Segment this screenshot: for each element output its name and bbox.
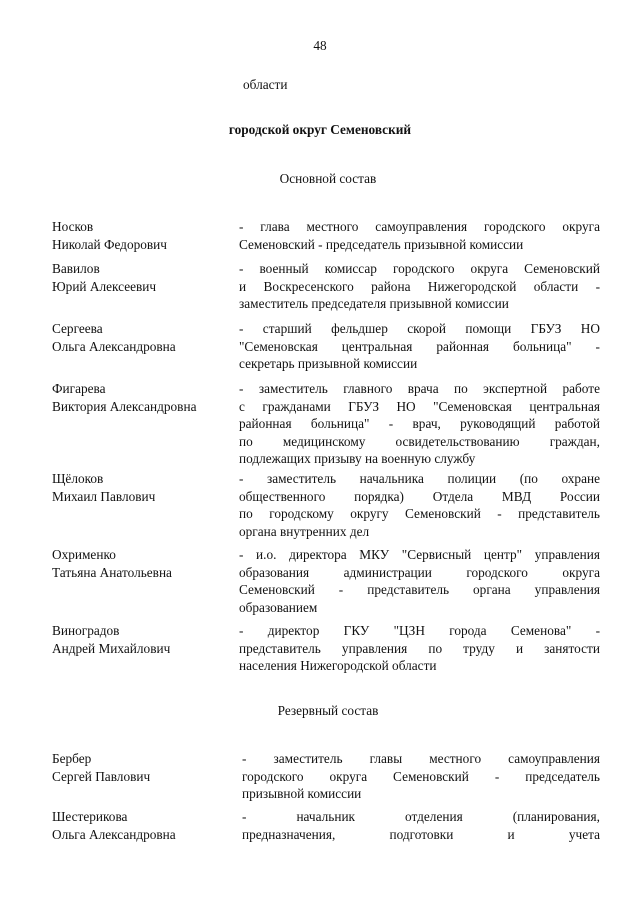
role-line: секретарь призывной комиссии	[239, 356, 418, 372]
member-given-names: Сергей Павлович	[52, 768, 151, 784]
role-line: - заместитель главного врача по экспертной работе	[239, 381, 600, 396]
member-given-names: Николай Федорович	[52, 236, 167, 252]
role-line: органа внутренних дел	[239, 523, 370, 539]
member-surname: Щёлоков	[52, 471, 104, 486]
member-role	[239, 218, 600, 253]
role-line: заместитель председателя призывной комиссии	[239, 296, 509, 312]
role-line: призывной комиссии	[242, 786, 362, 802]
member-role	[239, 470, 600, 540]
role-line: - начальник отделения (планирования,	[242, 809, 600, 824]
role-line: образования администрации городского округа	[239, 564, 600, 580]
member-role	[239, 622, 600, 675]
member-surname: Шестерикова	[52, 809, 128, 824]
member-role	[242, 808, 600, 843]
member-given-names: Ольга Александровна	[52, 826, 176, 842]
member-name	[52, 260, 232, 295]
member-name	[52, 320, 232, 355]
role-line: с гражданами ГБУЗ НО "Семеновская центральная	[239, 398, 600, 414]
role-line: и Воскресенского района Нижегородской области -	[239, 278, 600, 294]
role-line: - заместитель начальника полиции (по охране	[239, 471, 600, 486]
member-role	[239, 260, 600, 313]
main-composition-heading: Основной состав	[279, 171, 377, 186]
member-given-names: Виктория Александровна	[52, 398, 197, 414]
role-line: общественного порядка) Отдела МВД России	[239, 488, 600, 504]
member-name	[52, 750, 232, 785]
intro-text: области	[243, 77, 288, 92]
role-line: - старший фельдшер скорой помощи ГБУЗ НО	[239, 321, 600, 336]
role-line: - директор ГКУ "ЦЗН города Семенова" -	[239, 623, 600, 638]
role-line: населения Нижегородской области	[239, 658, 437, 674]
member-surname: Виноградов	[52, 623, 120, 638]
member-name	[52, 380, 232, 415]
member-given-names: Ольга Александровна	[52, 338, 176, 354]
role-line: районная больница" - врач, руководящий работой	[239, 416, 600, 432]
member-given-names: Андрей Михайлович	[52, 640, 171, 656]
role-line: - глава местного самоуправления городского округа	[239, 219, 600, 234]
role-line: предназначения, подготовки и учета	[242, 826, 600, 842]
member-name	[52, 622, 232, 657]
member-role	[239, 546, 600, 616]
member-name	[52, 218, 232, 253]
member-surname: Фигарева	[52, 381, 106, 396]
role-line: Семеновский - представитель органа управления	[239, 582, 600, 598]
role-line: по городскому округу Семеновский - представитель	[239, 506, 600, 522]
role-line: - и.о. директора МКУ "Сервисный центр" управления	[239, 547, 600, 562]
role-line: представитель управления по труду и занятости	[239, 640, 600, 656]
role-line: подлежащих призыву на военную службу	[239, 451, 476, 467]
role-line: Семеновский - председатель призывной комиссии	[239, 236, 524, 252]
page-number: 48	[313, 38, 327, 53]
reserve-composition-heading: Резервный состав	[277, 703, 379, 718]
member-surname: Сергеева	[52, 321, 103, 336]
role-line: - заместитель главы местного самоуправления	[242, 751, 600, 766]
member-surname: Носков	[52, 219, 94, 234]
member-surname: Вавилов	[52, 261, 100, 276]
member-role	[239, 380, 600, 468]
role-line: - военный комиссар городского округа Семеновский	[239, 261, 600, 276]
member-surname: Бербер	[52, 751, 92, 766]
member-given-names: Юрий Алексеевич	[52, 278, 157, 294]
member-given-names: Михаил Павлович	[52, 488, 156, 504]
district-title: городской округ Семеновский	[228, 122, 412, 137]
member-name	[52, 808, 232, 843]
role-line: образованием	[239, 599, 318, 615]
member-surname: Охрименко	[52, 547, 116, 562]
member-name	[52, 546, 232, 581]
member-name	[52, 470, 232, 505]
role-line: по медицинскому освидетельствованию граждан,	[239, 433, 600, 449]
member-role	[239, 320, 600, 373]
member-role	[242, 750, 600, 803]
member-given-names: Татьяна Анатольевна	[52, 564, 172, 580]
role-line: "Семеновская центральная районная больница" -	[239, 338, 600, 354]
role-line: городского округа Семеновский - председатель	[242, 768, 600, 784]
